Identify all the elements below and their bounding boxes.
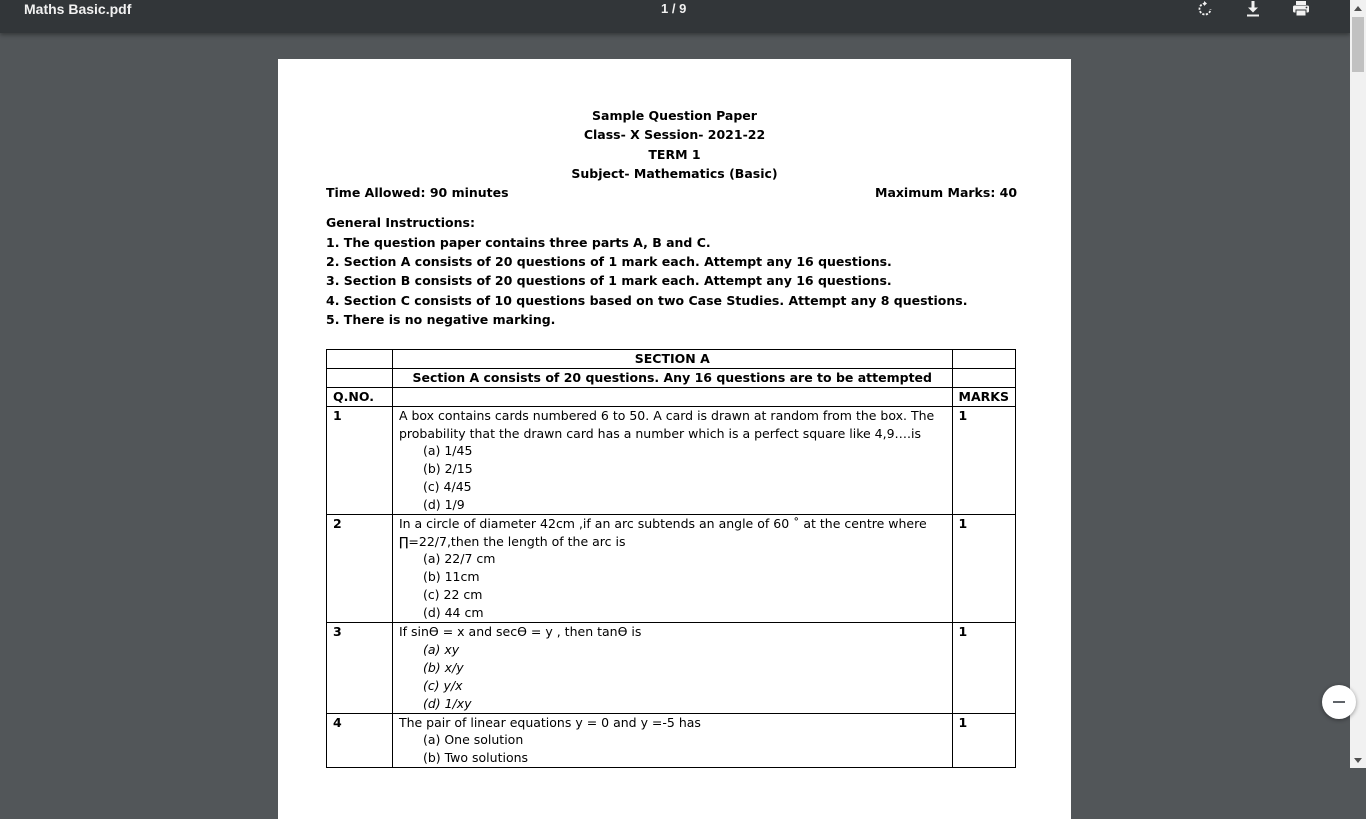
instruction-2: 2. Section A consists of 20 questions of 1 mark each. Attempt any 16 questions. xyxy=(326,254,892,269)
question-marks: 1 xyxy=(952,515,1015,623)
rotate-button[interactable] xyxy=(1193,0,1217,18)
vertical-scrollbar[interactable] xyxy=(1350,0,1366,768)
question-marks: 1 xyxy=(952,623,1015,714)
option: (b) 11cm xyxy=(422,569,480,584)
download-button[interactable] xyxy=(1241,0,1265,18)
question-cell xyxy=(392,515,952,623)
maximum-marks: Maximum Marks: 40 xyxy=(875,185,1018,200)
option: (a) 1/45 xyxy=(422,443,473,458)
table-row xyxy=(327,623,1016,714)
option: (c) 22 cm xyxy=(422,587,483,602)
question-number: 1 xyxy=(327,407,393,515)
scroll-up-icon[interactable] xyxy=(1350,0,1366,16)
section-subtitle-row xyxy=(327,369,1016,388)
question-marks: 1 xyxy=(952,713,1015,768)
question-cell xyxy=(392,713,952,768)
scrollbar-thumb[interactable] xyxy=(1352,17,1364,72)
pdf-toolbar xyxy=(0,0,1350,33)
question-number: 3 xyxy=(327,623,393,714)
page-counter[interactable]: 1 / 9 xyxy=(661,1,687,16)
instruction-3: 3. Section B consists of 20 questions of 1 mark each. Attempt any 16 questions. xyxy=(326,273,892,288)
table-row xyxy=(327,515,1016,623)
header-line-1: Sample Question Paper xyxy=(592,108,757,123)
table-header-row xyxy=(327,388,1016,407)
document-title: Maths Basic.pdf xyxy=(24,1,132,17)
print-icon xyxy=(1292,1,1310,17)
option: (b) 2/15 xyxy=(422,461,473,476)
question-text: In a circle of diameter 42cm ,if an arc subtends an angle of 60 ˚ at the centre where xyxy=(398,516,927,531)
instructions-title: General Instructions: xyxy=(326,215,475,230)
section-subtitle: Section A consists of 20 questions. Any 16 questions are to be attempted xyxy=(392,369,952,388)
table-row xyxy=(327,407,1016,515)
instruction-4: 4. Section C consists of 10 questions based on two Case Studies. Attempt any 8 questions. xyxy=(326,293,968,308)
option: (c) y/x xyxy=(422,677,463,693)
question-cell xyxy=(392,407,952,515)
option: (b) x/y xyxy=(422,659,464,675)
question-cell xyxy=(392,623,952,714)
option: (a) xy xyxy=(422,641,460,657)
header-line-3: TERM 1 xyxy=(648,147,701,162)
question-number: 2 xyxy=(327,515,393,623)
minus-icon xyxy=(1332,695,1346,709)
section-title: SECTION A xyxy=(392,350,952,369)
question-marks: 1 xyxy=(952,407,1015,515)
section-title-row xyxy=(327,350,1016,369)
print-button[interactable] xyxy=(1289,0,1313,18)
marks-header: MARKS xyxy=(952,388,1015,407)
question-text: The pair of linear equations y = 0 and y =-5 has xyxy=(398,714,701,730)
zoom-out-button[interactable] xyxy=(1322,685,1356,719)
option: (d) 1/9 xyxy=(422,497,465,512)
rotate-icon xyxy=(1197,1,1213,17)
header-line-2: Class- X Session- 2021-22 xyxy=(583,127,766,142)
option: (b) Two solutions xyxy=(422,750,529,765)
question-text: If sinϴ = x and secϴ = y , then tanϴ is xyxy=(398,624,642,639)
qno-header: Q.NO. xyxy=(327,388,393,407)
option: (a) One solution xyxy=(422,732,524,747)
question-table xyxy=(326,349,1016,768)
option: (c) 4/45 xyxy=(422,479,472,494)
question-number: 4 xyxy=(327,713,393,768)
question-text: probability that the drawn card has a number which is a perfect square like 4,9….is xyxy=(398,425,922,441)
question-text: A box contains cards numbered 6 to 50. A card is drawn at random from the box. The xyxy=(398,408,935,423)
instruction-1: 1. The question paper contains three parts A, B and C. xyxy=(326,235,711,250)
time-allowed: Time Allowed: 90 minutes xyxy=(326,185,509,200)
pdf-page xyxy=(278,59,1071,819)
download-icon xyxy=(1245,1,1261,17)
instruction-5: 5. There is no negative marking. xyxy=(326,312,556,327)
option: (a) 22/7 cm xyxy=(422,551,496,566)
option: (d) 44 cm xyxy=(422,605,484,620)
scroll-down-icon[interactable] xyxy=(1350,752,1366,768)
header-line-4: Subject- Mathematics (Basic) xyxy=(571,166,778,181)
option: (d) 1/xy xyxy=(422,695,472,711)
table-row xyxy=(327,713,1016,768)
question-text: ∏=22/7,then the length of the arc is xyxy=(398,533,626,549)
